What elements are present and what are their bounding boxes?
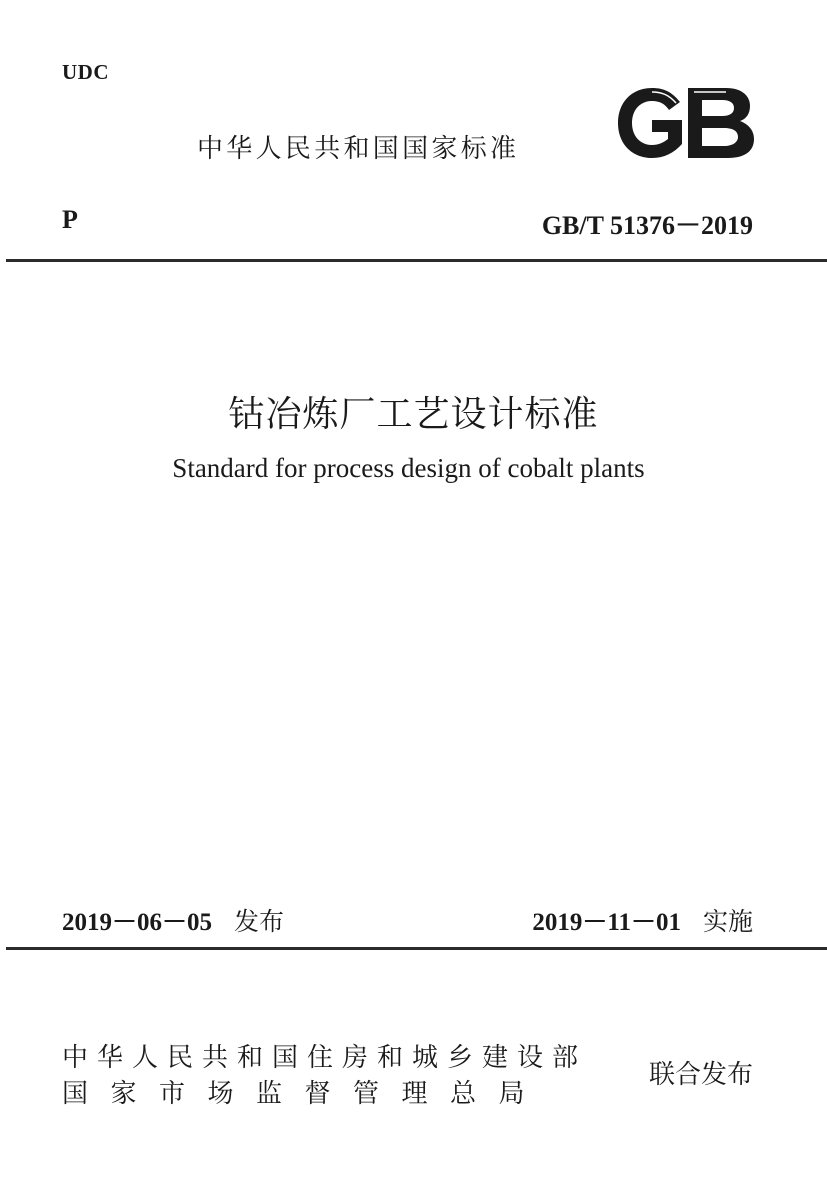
effective-date: 2019－11－01 — [532, 909, 681, 936]
title-english: Standard for process design of cobalt plants — [172, 453, 645, 483]
issuer-administration: 国家市场监督管理总局 — [62, 1079, 548, 1109]
issue-date: 2019－06－05 — [62, 909, 213, 936]
standard-number: GB/T 51376－2019 — [541, 211, 753, 240]
national-standard-label: 中华人民共和国国家标准 — [197, 134, 520, 164]
gb-logo-icon — [614, 84, 758, 162]
udc-code: UDC — [62, 60, 109, 84]
effective-label: 实施 — [702, 907, 753, 936]
bottom-divider — [6, 947, 827, 950]
issue-date-block — [62, 902, 284, 938]
title-chinese: 钴冶炼厂工艺设计标准 — [228, 394, 599, 435]
issuer-ministry: 中华人民共和国住房和城乡建设部 — [62, 1043, 588, 1073]
issue-label: 发布 — [234, 907, 285, 936]
standard-category: P — [62, 205, 78, 234]
effective-date-block — [532, 902, 753, 938]
top-divider — [6, 259, 827, 262]
joint-issue-label: 联合发布 — [648, 1060, 753, 1090]
